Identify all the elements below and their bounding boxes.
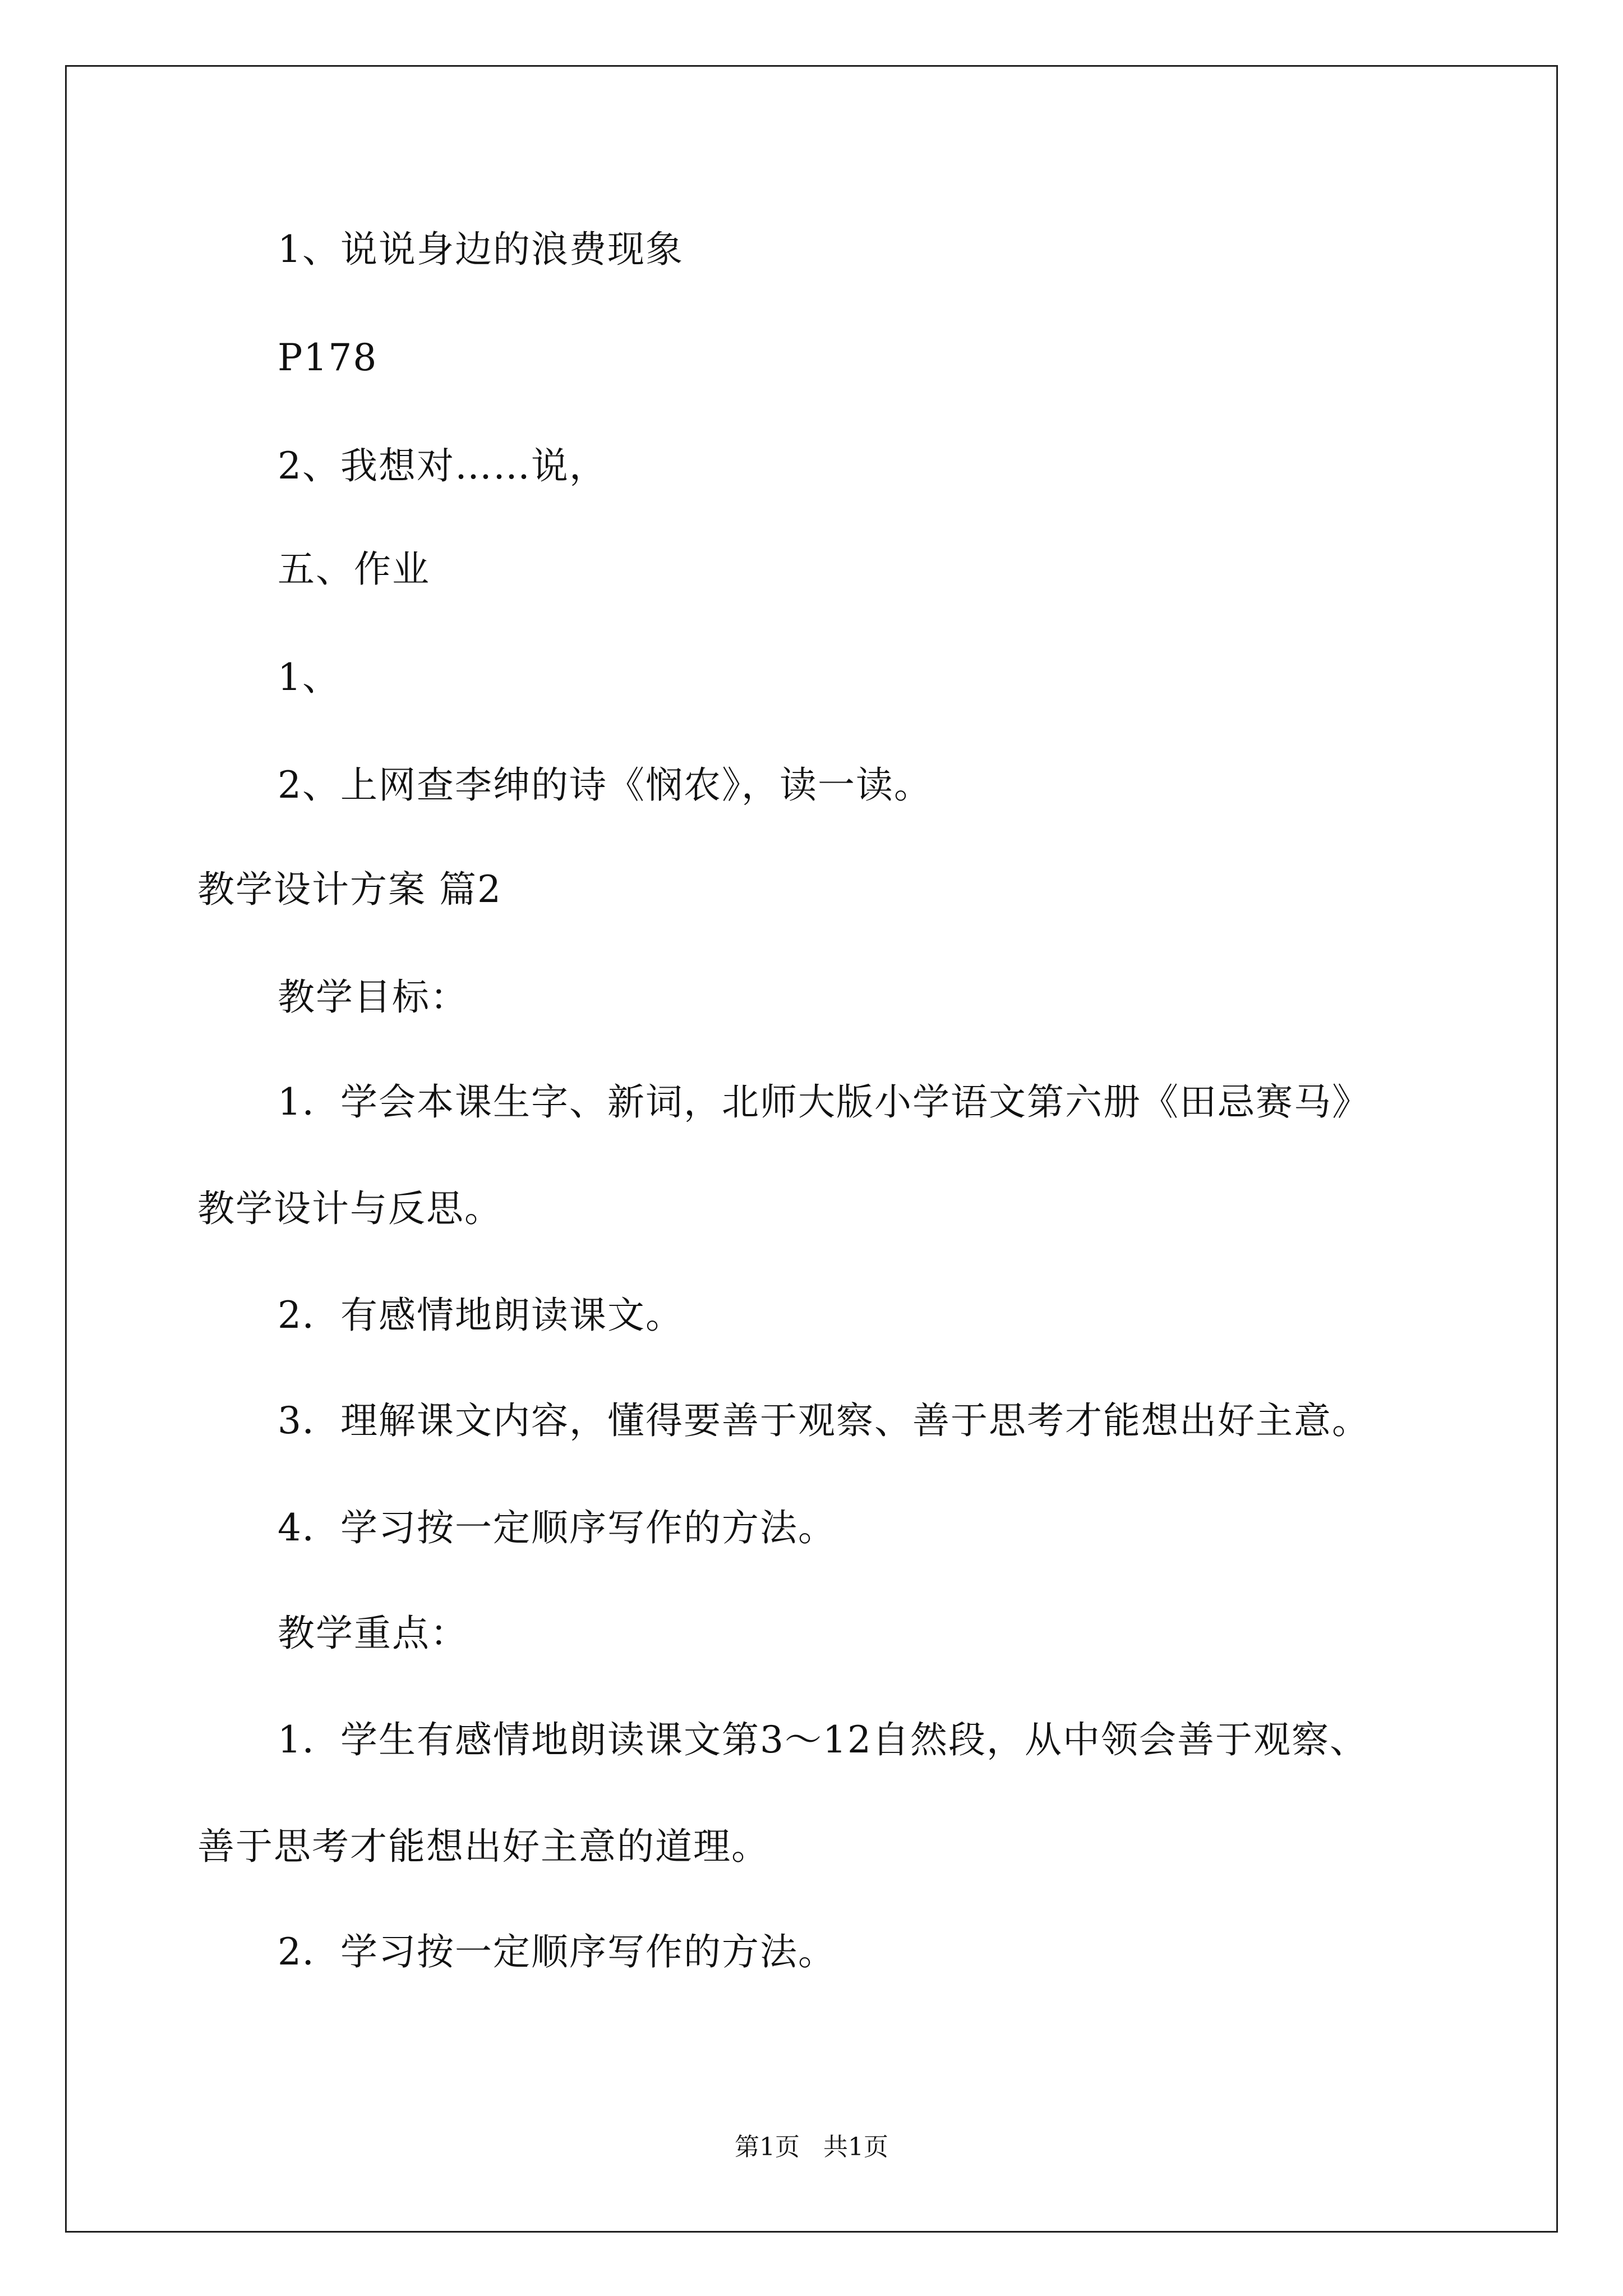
- focus-item-1-continued: 善于思考才能想出好主意的道理。: [197, 1825, 769, 1868]
- goal-item-1-continued: 教学设计与反思。: [197, 1187, 502, 1230]
- section-title-plan-2: 教学设计方案 篇2: [197, 868, 502, 911]
- section-heading-homework: 五、作业: [278, 547, 430, 591]
- homework-item-2: 2、上网查李绅的诗《悯农》，读一读。: [278, 763, 932, 807]
- goal-item-4: 4．学习按一定顺序写作的方法。: [278, 1506, 836, 1549]
- goal-item-1: 1．学会本课生字、新词，北师大版小学语文第六册《田忌赛马》: [278, 1080, 1370, 1124]
- heading-teaching-focus: 教学重点：: [278, 1612, 468, 1655]
- paragraph-page-ref: P178: [278, 336, 378, 379]
- paragraph-item-1: 1、说说身边的浪费现象: [278, 228, 684, 271]
- homework-item-1: 1、: [278, 656, 340, 699]
- goal-item-2: 2．有感情地朗读课文。: [278, 1294, 684, 1337]
- goal-item-3: 3．理解课文内容，懂得要善于观察、善于思考才能想出好主意。: [278, 1399, 1370, 1442]
- focus-item-1: 1．学生有感情地朗读课文第3～12自然段，从中领会善于观察、: [278, 1718, 1368, 1761]
- heading-teaching-goals: 教学目标：: [278, 976, 468, 1019]
- paragraph-item-2: 2、我想对……说，: [278, 444, 607, 487]
- page-border: [65, 65, 1558, 2233]
- focus-item-2: 2．学习按一定顺序写作的方法。: [278, 1930, 836, 1973]
- page-footer: 第1页 共1页: [735, 2133, 888, 2161]
